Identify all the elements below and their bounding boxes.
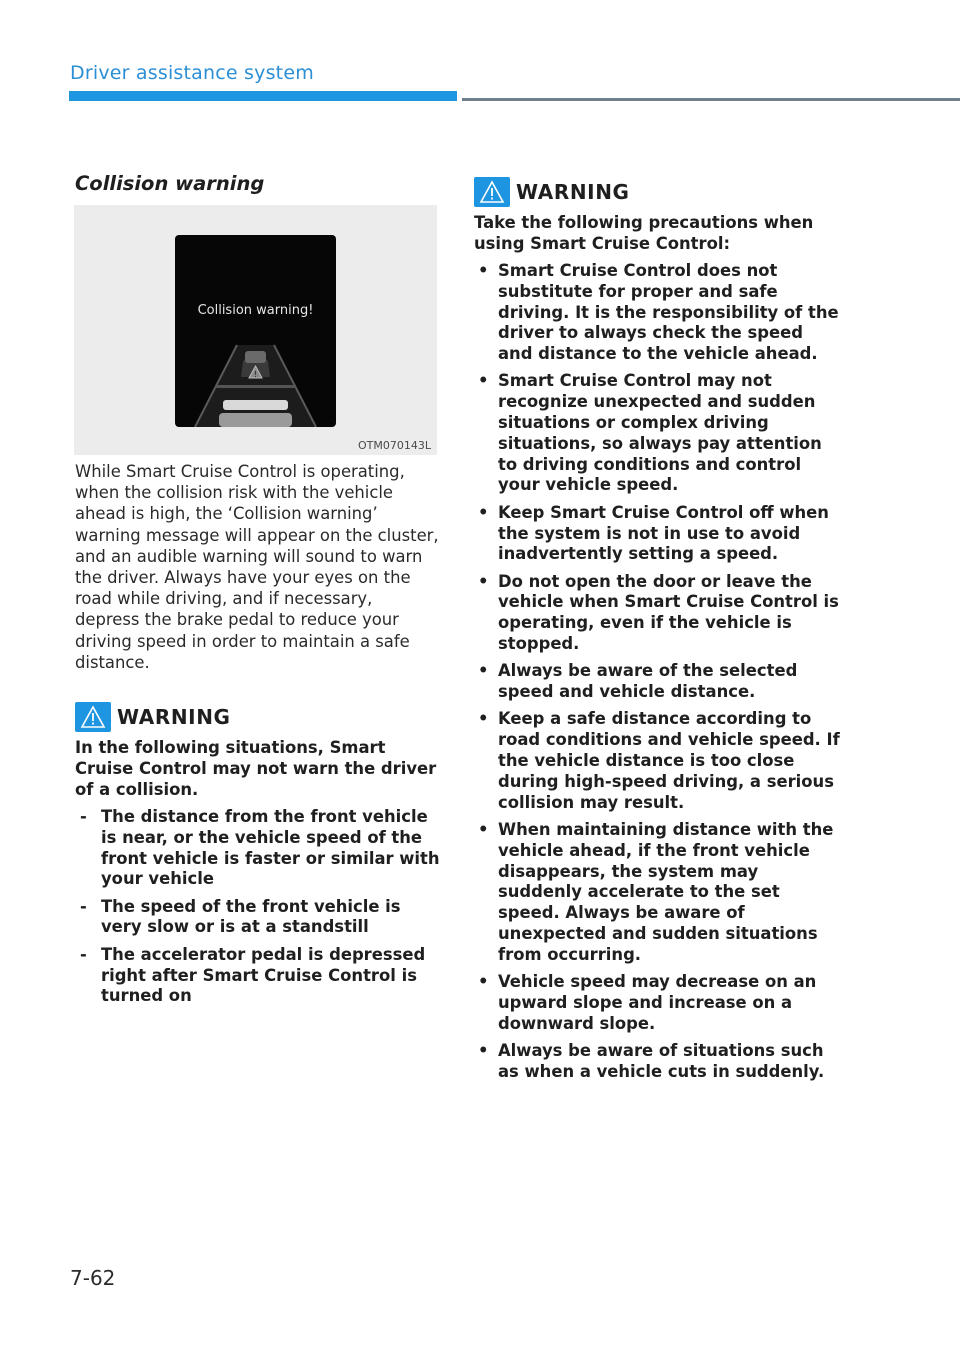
bullet-marker: • (478, 972, 489, 991)
bullet-marker: • (478, 371, 489, 391)
section-heading: Collision warning (75, 172, 265, 195)
list-item: - The speed of the front vehicle is very slow or is at a standstill (80, 896, 401, 937)
warning-triangle-icon (75, 702, 111, 732)
list-item: • Always be aware of situations such as when a vehicle cuts in suddenly. (478, 1040, 825, 1081)
list-item: • Keep Smart Cruise Control off when the system is not in use to avoid inadvertently setting a speed. (478, 502, 829, 564)
svg-text:!: ! (253, 370, 258, 379)
warning-label: WARNING (516, 180, 630, 204)
left-warning-header (75, 702, 231, 732)
road-illustration (175, 235, 336, 427)
bullet-marker: • (478, 571, 489, 591)
header-accent-bar (69, 91, 457, 101)
header-rule (462, 98, 960, 101)
bullet-marker: • (478, 709, 489, 729)
list-item: • Keep a safe distance according to road conditions and vehicle speed. If the vehicle distance is too close during high-speed driving, a serious collision may result. (478, 709, 840, 812)
body-paragraph: While Smart Cruise Control is operating, when the collision risk with the vehicle ahead is high, the ‘Collision warning’ warning message will appear on the cluster, and an audible warning will sound to warn the driver. Always have your eyes on the road while driving, and if necessary, depress the brake pedal to reduce your driving speed in order to maintain a safe distance. (75, 462, 439, 672)
dash-marker: - (80, 896, 87, 916)
right-warning-header (474, 177, 630, 207)
warning-triangle-icon (474, 177, 510, 207)
warning-label: WARNING (117, 705, 231, 729)
bullet-marker: • (478, 819, 489, 839)
list-item: - The distance from the front vehicle is near, or the vehicle speed of the front vehicle is faster or similar with your vehicle (80, 807, 440, 889)
list-item: - The accelerator pedal is depressed right after Smart Cruise Control is turned on (80, 944, 426, 1006)
dash-marker: - (80, 944, 87, 964)
list-item: • Always be aware of the selected speed and vehicle distance. (478, 661, 798, 702)
list-item: • Smart Cruise Control does not substitute for proper and safe driving. It is the responsibility of the driver to always check the speed and distance to the vehicle ahead. (478, 261, 839, 364)
section-title: Driver assistance system (70, 62, 314, 84)
page-number: 7-62 (70, 1266, 116, 1290)
list-item: • Do not open the door or leave the vehicle when Smart Cruise Control is operating, even if the vehicle is stopped. (478, 571, 839, 654)
list-item: • When maintaining distance with the vehicle ahead, if the front vehicle disappears, the system may suddenly accelerate to the set speed. Always be aware of unexpected and sudden situations from occurring. (478, 819, 834, 964)
right-warning-list (474, 261, 840, 1089)
bullet-marker: • (478, 261, 489, 280)
list-item: • Vehicle speed may decrease on an upward slope and increase on a downward slope. (478, 972, 817, 1033)
right-warning-intro: Take the following precautions when using Smart Cruise Control: (474, 213, 814, 253)
list-item: • Smart Cruise Control may not recognize unexpected and sudden situations or complex driving situations, so always pay attention to driving conditions and control your vehicle speed. (478, 371, 822, 495)
left-warning-list (75, 807, 440, 1014)
dash-marker: - (80, 807, 87, 826)
figure-code: OTM070143L (358, 439, 431, 452)
bullet-marker: • (478, 661, 489, 681)
cluster-figure (74, 205, 437, 455)
cluster-message: Collision warning! (197, 303, 314, 318)
bullet-marker: • (478, 1040, 489, 1060)
left-warning-intro: In the following situations, Smart Cruise Control may not warn the driver of a collision. (75, 738, 437, 799)
cluster-display (175, 235, 336, 427)
bullet-marker: • (478, 502, 489, 522)
